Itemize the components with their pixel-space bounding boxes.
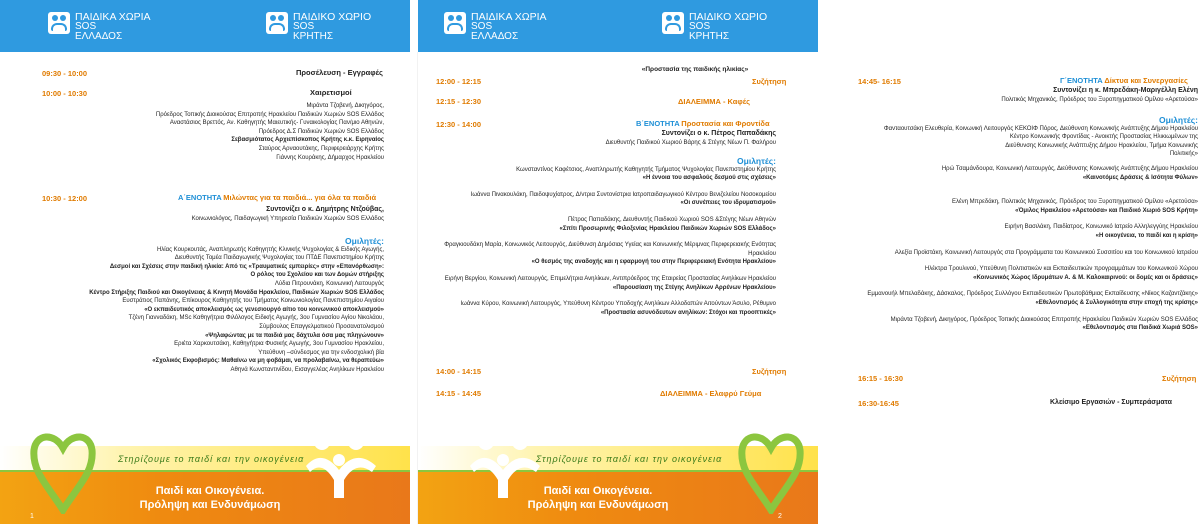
section-b-coordinator: Συντονίζει ο κ. Πέτρος Παπαδάκης Διευθυντής Παιδικού Χωριού Βάρης & Στέγης Νέων Π. Φαλήρου [605, 130, 776, 146]
logo-sos-greece-right: ΠΑΙΔΙΚΑ ΧΩΡΙΑ SOS ΕΛΛΑΔΟΣ [444, 12, 547, 42]
greetings-list: Μιράντα Τζοβενή, Δικηγόρος, Πρόεδρος Τοπικής Διοικούσας Επιτροπής Ηρακλείου Παιδικών Χωριών SOS Ελλάδος Αναστάσιος Βρεττός, Αν. Καθηγητής Μαιευτικής- Γυναικολογίας Παν/μιο Αθηνών, Πρόεδρος Δ.Σ Παιδικών Χωριών SOS Ελλάδος Σεβασμιότατος Αρχιεπίσκοπος Κρήτης κ.κ. Ειρηναίος Σταύρος Αρναουτάκης, Περιφερειάρχης Κρήτης Γιάννης Κουράκης, Δήμαρχος Ηρακλείου [155, 103, 384, 161]
time-1030: 10:30 - 12:00 [42, 194, 88, 203]
section-c-speakers: Ομιλητές: Φανταουτσάκη Ελευθερία, Κοινωνική Λειτουργός ΚΕΚΟΙΦ Πόρος, Διεύθυνση Κοινωνικής Ανάπτυξης Δήμου Ηρακλείου Κέντρο Κοινωνικής Φροντίδας - Ανοικτής Προστασίας Ηλικιωμένων της Διεύθυνσης Κοινωνικής Ανάπτυξης Δήμου Ηρακλείου, Τμήμα Κοινωνικής Πολιτικής» Ηρώ Τσαμάνδουρα, Κοινωνική Λειτουργός, Διεύθυνσης Κοινωνικής Ανάπτυξης Δήμου Ηρακλείου «Καινοτόμες Δράσεις & Ισότητα Φύλων» Ελένη Μπρεδάκη, Πολιτικός Μηχανικός, Πρόεδρος του Ξυροπηγματικού Ομίλου «Αρετούσα» «Όμιλος Ηρακλείου «Αρετούσα» και Παιδικό Χωριό SOS Κρήτη» Ειρήνη Βασιλάκη, Παιδίατρος, Κοινωνικό Ιατρείο Αλληλεγγύης Ηρακλείου «Η οικογένεια, το παιδί και η κρίση» Αλεξία Προϊστάκη, Κοινωνική Λειτουργός στα Προγράμματα του Κοινωνικού Συσσιτίου και του Κοινωνικού Ιατρείου Ηλέκτρα Τρουλινού, Υπεύθυνη Πολιτιστικών και Εκπαιδευτικών προγραμμάτων του Κοινωνικού Χώρου «Κοινωνικός Χώρος Ιδρυμάτων Α. & Μ. Καλοκαιρινού: οι δομές και οι δράσεις» Εμμανουήλ Μπελαδάκης, Δάσκαλος, Πρόεδρος Συλλόγου Εκπαιδευτικών Πρωτοβάθμιας Εκπαίδευσης «Νίκος Καζαντζάκης» «Εθελοντισμός & Συλλογικότητα στην εποχή της κρίσης» Μιράντα Τζοβενή, Δικηγόρος, Πρόεδρος Τοπικής Διοικούσας Επιτροπής Ηρακλείου Παιδικών Χωριών SOS Ελλάδος «Εθελοντισμός στα Παιδικά Χωριά SOS» [867, 115, 1198, 332]
green-heart-icon [28, 426, 98, 514]
logo-sos-greece-left: ΠΑΙΔΙΚΑ ΧΩΡΙΑ SOS ΕΛΛΑΔΟΣ [48, 12, 151, 42]
sos-family-icon [48, 12, 70, 34]
sos-family-icon [444, 12, 466, 34]
greetings-title: Χαιρετισμοί [310, 88, 352, 97]
page-number-1: 1 [30, 513, 34, 520]
logo-sos-crete-right: ΠΑΙΔΙΚΟ ΧΩΡΙΟ SOS ΚΡΗΤΗΣ [662, 12, 767, 42]
registration-title: Προσέλευση - Εγγραφές [296, 68, 383, 77]
closing-remarks: Κλείσιμο Εργασιών - Συμπεράσματα [1050, 399, 1172, 406]
sos-family-icon [662, 12, 684, 34]
slogan: Στηρίζουμε το παιδί και την οικογένεια [536, 454, 723, 464]
child-protection-talk: «Προστασία της παιδικής ηλικίας» [641, 66, 749, 73]
page-number-2: 2 [778, 513, 782, 520]
discussion-2: Συζήτηση [752, 367, 787, 376]
discussion-3: Συζήτηση [1162, 374, 1197, 383]
time-1000: 10:00 - 10:30 [42, 89, 88, 98]
time-0930: 09:30 - 10:00 [42, 69, 88, 78]
time-1415: 14:15 - 14:45 [436, 389, 482, 398]
section-a-speakers: Ομιλητές: Ηλίας Κουρκουτάς, Αναπληρωτής Καθηγητής Κλινικής Ψυχολογίας & Ειδικής Αγωγής, Διευθυντής Τομέα Παιδαγωγικής Ψυχολογίας του ΠΤΔΕ Πανεπιστημίου Κρήτης Δεσμοί και Σχέσεις στην παιδική ηλικία: Από τις «Τραυματικές εμπειρίες» στην «Επανόρθωση»: Ο ρόλος του Σχολείου και των Δομών στήριξης Λύδια Πιτρουνάκη, Κοινωνική Λειτουργός Κέντρο Στήριξης Παιδιού και Οικογένειας & Κινητή Μονάδα Ηρακλείου, Παιδικών Χωριών SOS Ελλάδος Ευστράτιος Παπάνης, Επίκουρος Καθηγητής του Τμήματος Κοινωνιολογίας Πανεπιστημίου Αιγαίου «Ο εκπαιδευτικός αποκλεισμός ως γενεσιουργό αίτιο του κοινωνικού αποκλεισμού» Τζένη Γιανναδάκη, MSc Καθηγήτρια Φιλόλογος Ειδικής Αγωγής, 3ου Γυμνασίου Αγίου Νικολάου, Σύμβουλος Επαγγελματικού Προσανατολισμού «Ψηλαφώντας με τα παιδιά μας δάχτυλα όσα μας πληγώνουν» Εριέτα Χαρκουτσάκη, Καθηγήτρια Φυσικής Αγωγής, 3ου Γυμνασίου Ηρακλείου, Υπεύθυνη –σύνδεσμος για την ενδοσχολική βία «Σχολικός Εκφοβισμός: Μαθαίνω να μη φοβάμαι, να προλαβαίνω, να θεραπεύω» Αθηνά Κωνσταντινίδου, Εισαγγελέας Ανηλίκων Ηρακλείου [89, 236, 384, 373]
section-b-heading: Β΄ΕΝΟΤΗΤΑ Προστασία και Φροντίδα [636, 119, 770, 128]
time-1630: 16:30-16:45 [858, 399, 899, 408]
light-lunch-break: ΔΙΑΛΕΙΜΜΑ - Ελαφρύ Γεύμα [660, 389, 762, 398]
family-figures-icon [296, 430, 386, 500]
section-b-speakers: Ομιλητές: Κωνσταντίνος Καφέτσιος, Αναπληρωτής Καθηγητής Τμήματος Ψυχολογίας Πανεπιστημίου Κρήτης «Η έννοια του ασφαλούς δεσμού στις σχέσεις» Ιωάννα Πινακουλάκη, Παιδοψυχίατρος, Δ/ντρια Συντονίστρια Ιατροπαιδαγωγικού Κέντρου Βενιζελείου Νοσοκομείου «Οι συνέπειες του ιδρυματισμού» Πέτρος Παπαδάκης, Διευθυντής Παιδικού Χωριού SOS &Στέγης Νέων Αθηνών «Σπίτι Προσωρινής Φιλοξενίας Ηρακλείου Παιδικών Χωριών SOS Ελλάδος» Φραγκιουδάκη Μαρία, Κοινωνικός Λειτουργός, Διεύθυνση Δημόσιας Υγείας και Κοινωνικής Μέριμνας Περιφερειακής Ενότητας Ηρακλείου «Ο θεσμός της αναδοχής και η εφαρμογή του στην Περιφερειακή Ενότητα Ηρακλείου» Ειρήνη Βεργίου, Κοινωνική Λειτουργός, Επιμελήτρια Ανηλίκων, Αντιπρόεδρος της Εταιρείας Προστασίας Ανηλίκων Ηρακλείου «Παρουσίαση της Στέγης Ανηλίκων Αρρένων Ηρακλείου» Ιωάννα Κύρου, Κοινωνική Λειτουργός, Υπεύθυνη Κέντρου Υποδοχής Ανηλίκων Αλλοδαπών Αιτούντων Άσυλο, Ρέθυμνο «Προστασία ασυνόδευτων ανηλίκων: Στόχοι και προοπτικές» [444, 156, 776, 316]
sos-family-icon [266, 12, 288, 34]
time-1215: 12:15 - 12:30 [436, 97, 482, 106]
time-1230: 12:30 - 14:00 [436, 120, 482, 129]
tagline: Παιδί και Οικογένεια. Πρόληψη και Ενδυνάμωση [527, 485, 669, 511]
green-heart-icon [736, 426, 806, 514]
footer-right [418, 424, 818, 524]
time-1200: 12:00 - 12:15 [436, 77, 482, 86]
section-a-heading: Α΄ΕΝΟΤΗΤΑ Μιλώντας για τα παιδιά... για όλα τα παιδιά [178, 193, 377, 202]
section-a-coordinator: Συντονίζει ο κ. Δημήτρης Ντζούβας, Κοινωνιολόγος, Παιδαγωγική Υπηρεσία Παιδικών Χωριών SOS Ελλάδος [191, 206, 384, 222]
footer-left [0, 424, 410, 524]
time-1445: 14:45- 16:15 [858, 77, 901, 86]
slogan: Στηρίζουμε το παιδί και την οικογένεια [118, 454, 305, 464]
time-1400: 14:00 - 14:15 [436, 367, 482, 376]
time-1615: 16:15 - 16:30 [858, 374, 904, 383]
tagline: Παιδί και Οικογένεια. Πρόληψη και Ενδυνάμωση [139, 485, 281, 511]
coffee-break: ΔΙΑΛΕΙΜΜΑ - Καφές [678, 97, 751, 106]
logo-sos-crete-left: ΠΑΙΔΙΚΟ ΧΩΡΙΟ SOS ΚΡΗΤΗΣ [266, 12, 371, 42]
discussion-1: Συζήτηση [752, 77, 787, 86]
section-c-heading: Γ΄ΕΝΟΤΗΤΑ Δίκτυα και Συνεργασίες [1060, 76, 1188, 85]
section-c-coordinator: Συντονίζει η κ. Μπρεδάκη-Μαριγέλλη Ελένη Πολιτικός Μηχανικός, Πρόεδρος του Ξυροπηγματικού Ομίλου «Αρετούσα» [1001, 87, 1198, 103]
